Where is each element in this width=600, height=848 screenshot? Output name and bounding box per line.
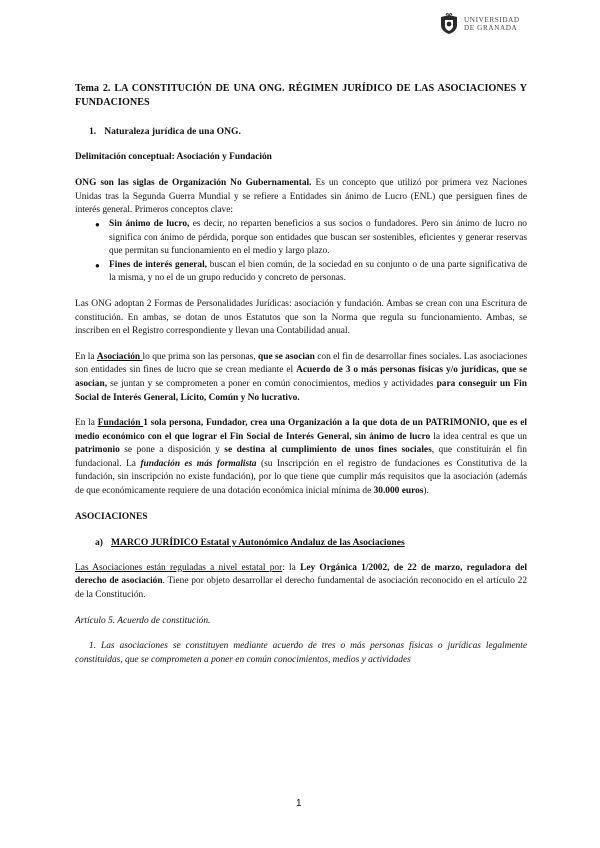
text-run: ). (423, 486, 429, 497)
text-run: la idea central es que un (430, 431, 527, 442)
text-run: se pone a disposición y (119, 445, 225, 456)
bold-run: fundación es más formalista (140, 458, 257, 469)
bold-run: 30.000 euros (373, 486, 424, 497)
bold-run: para conseguir un Fin Social de Interés General, Lícito, Común y No lucrativo. (75, 378, 527, 403)
section-label: Naturaleza jurídica de una ONG. (104, 126, 241, 137)
text-run: . Tiene por objeto desarrollar el derecho fundamental de asociación reconocido en el artículo 22 de la Constitución. (75, 576, 528, 601)
ong-bold: ONG son las siglas de Organización No Gubernamental. (75, 178, 312, 189)
list-item (109, 259, 527, 286)
text-run: En la (75, 351, 97, 362)
bullet-term: Sin ánimo de lucro, (109, 218, 190, 229)
logo-line-1: UNIVERSIDAD (464, 16, 520, 24)
paragraph-ley (75, 562, 527, 603)
bold-run: Ley Orgánica 1/2002, de 22 de marzo, reguladora del derecho de asociación (75, 562, 527, 587)
heading-marco-juridico (75, 536, 527, 550)
paragraph-ong (75, 177, 527, 218)
bullet-text: es decir, no reparten beneficios a sus socios o fundadores. Pero sin ánimo de lucro no significa con ánimo de pérdida, porque son entidades que buscan ser sostenibles, eficientes y generar reservas que permitan su funcionamiento en el medio y largo plazo. (109, 218, 527, 257)
text-run: , que constituirán el fin fundacional. La (75, 445, 527, 469)
document-page (75, 82, 527, 667)
bold-run: 1 sola persona, Fundador, crea una Organización a la que dota de un PATRIMONIO, que es el medio económico con el que lograr el Fin Social de Interés General, sin ánimo de lucro (75, 418, 527, 442)
term-asociacion: Asociación (96, 351, 143, 362)
text-run: En la (75, 418, 98, 429)
section-number: 1. (89, 126, 97, 137)
bullet-term: Fines de interés general, (109, 259, 208, 270)
text-run: : la (282, 562, 301, 573)
page-title: Tema 2. LA CONSTITUCIÓN DE UNA ONG. RÉGIMEN JURÍDICO DE LAS ASOCIACIONES Y FUNDACIONES (75, 83, 527, 108)
subheading-delimitacion: Delimitación conceptual: Asociación y Fundación (75, 151, 272, 162)
bold-run: patrimonio (75, 445, 120, 456)
paragraph-fundacion (75, 417, 527, 499)
university-logo (438, 13, 520, 35)
article-title: Artículo 5. Acuerdo de constitución. (75, 615, 211, 626)
marco-letter: a) (95, 537, 103, 549)
logo-line-2: DE GRANADA (464, 24, 518, 32)
text-run: Las Asociaciones están reguladas a nivel estatal por (75, 562, 283, 573)
text-run: lo que prima son las personas, (142, 351, 259, 362)
text-run: con el fin de desarrollar fines sociales. Las asociaciones son entidades sin fines de lucro que se crean mediante el (75, 351, 527, 376)
text-run: se juntan y se comprometen a poner en común conocimientos, medios y actividades (107, 378, 437, 389)
bold-run: se destina al cumplimiento de unos fines sociales (224, 445, 432, 456)
bold-run: Acuerdo de 3 o más personas físicas y/o jurídicas, que se asocian, (75, 365, 527, 389)
marco-label: MARCO JURÍDICO Estatal y Autonómico Andaluz de las Asociaciones (111, 537, 405, 549)
article-text: 1. Las asociaciones se constituyen mediante acuerdo de tres o más personas físicas o jurídicas legalmente constituidas, que se comprometen a poner en común conocimientos, medios y actividades (75, 641, 527, 665)
section-heading-1 (75, 125, 527, 139)
text-run: (su Inscripción en el registro de fundaciones es Constitutiva de la fundación, sin inscripción no existe fundación), por lo que tiene que cumplir más requisitos que la asociación (además de que económicamente requiere de una dotación económica inicial mínima de (75, 458, 527, 497)
ong-text: Es un concepto que utilizó por primera vez Naciones Unidas tras la Segunda Guerra Mundial y se refiere a Entidades sin ánimo de Lucro (ENL) que persiguen fines de interés general. Primeros conceptos clave: (75, 178, 528, 216)
heading-asociaciones: ASOCIACIONES (75, 511, 148, 522)
paragraph-formas: Las ONG adoptan 2 Formas de Personalidades Jurídicas: asociación y fundación. Ambas se crean con una Escritura de constitución. En ambas, se dotan de unos Estatutos que son la Norma que regula su funcionamiento. Ambas, se inscriben en el Registro correspondiente y llevan una Contabilidad anual. (75, 298, 527, 337)
list-item (109, 218, 527, 259)
bold-run: que se asocian (258, 351, 315, 362)
bullet-text: buscan el bien común, de la sociedad en su conjunto o de una parte significativa de la misma, y no el de un grupo reducido y concreto de personas. (109, 259, 527, 284)
coat-of-arms-icon (438, 13, 460, 35)
paragraph-asociacion (75, 351, 527, 405)
key-concepts-list (75, 218, 527, 286)
page-number: 1 (296, 798, 302, 809)
term-fundacion: Fundación (97, 418, 144, 429)
